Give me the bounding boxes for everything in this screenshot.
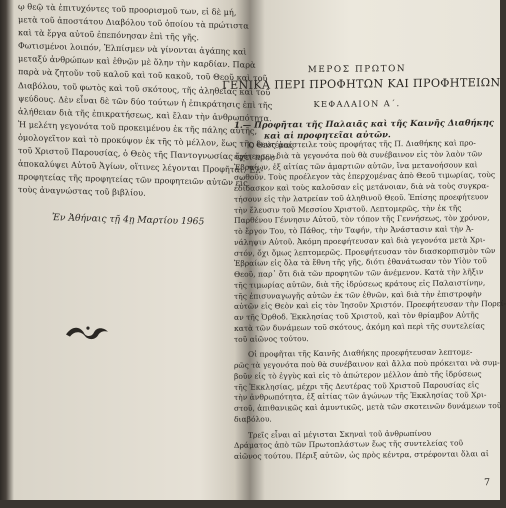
- text-line: Παρθένου Γέννησιν Αὐτοῦ, τὸν τόπον τῆς Γεννήσεως, τὸν χρόνον,: [234, 213, 490, 226]
- text-line: Τρεῖς εἶναι αἱ μέγισται Σκηναὶ τοῦ ἀνθρωπίνου: [248, 428, 432, 440]
- text-line: Φωτισμένοι λοιπόν, Ἐλπίσμεν νὰ γίνονται ἀγάπης καὶ: [18, 40, 247, 57]
- text-line: τῆς ἐπισυναγωγῆς αὐτῶν ἐκ τῶν ἐθνῶν, καὶ διὰ τὴν ἐπιστροφὴν: [234, 288, 482, 301]
- text-line: τὴν ἀνθρωπότητα, ἐξ αἰτίας τῶν ἀγώνων τῆς Ἐκκλησίας τοῦ Χρι-: [234, 390, 487, 403]
- text-line: προφητείας τῆς προφητείας τῶν προφητειῶν αὐτῶν εἰς: [18, 171, 248, 188]
- part-heading: ΜΕΡΟΣ ΠΡΩΤΟΝ: [307, 64, 407, 76]
- text-line: στόν, ὄχι ὅμως λεπτομερῶς. Προεφήτευσαν τὸν διασκορπισμὸν τῶν: [234, 245, 496, 258]
- body-text: [234, 138, 506, 462]
- section-title-line: 1.— Προφῆται τῆς Παλαιᾶς καὶ τῆς Καινῆς Διαθήκης: [234, 117, 495, 130]
- text-line: νάληψιν Αὐτοῦ. Ἀκόμη προεφήτευσαν καὶ διὰ γεγονότα μετὰ Χρι-: [234, 234, 486, 247]
- chapter-heading: ΚΕΦΑΛΑΙΟΝ Α΄.: [313, 98, 401, 110]
- text-line: τοῦ Χριστοῦ Παρουσίας, ὁ Θεὸς τῆς Παντογνωσίας ἔχει προσ-: [18, 145, 279, 163]
- text-line: ρῶς τὰ γεγονότα ποὺ θὰ συνέβαινον καὶ ἄλλα ποὺ πρόκειται νὰ συμ-: [234, 358, 500, 370]
- text-line: Δράματος ἀπὸ τῶν Πρωτοπλάστων ἕως τῆς συντελείας τοῦ: [234, 438, 464, 451]
- text-line: ἀλήθειαν διὰ τῆς ἐπικρατήσεως, καὶ ἔλαν τὴν ἀνθρωπότητα.: [18, 105, 272, 124]
- text-line: τοὺς ἀναγνώστας τοῦ βιβλίου.: [18, 184, 146, 199]
- text-line: καὶ τὰ ἔργα αὐτοῦ ἐπεπόνησαν ἐπὶ τῆς γῆς.: [18, 27, 200, 43]
- text-line: στοῦ, ἀπιθανικῶς καὶ ἀμυντικῶς, μετὰ τῶν σκοτεινῶν δυνάμεων τοῦ: [234, 401, 502, 413]
- text-line: ὁμολογεῖτον καὶ τὸ προκύψον ἐκ τῆς τὸ μέλλον, ἕως τῆς δευτέρας: [18, 132, 294, 150]
- text-line: τῆς τιμωρίας αὐτῶν, διὰ τῆς ἱδρύσεως κράτους εἰς Παλαιστίνην,: [234, 277, 486, 290]
- text-line: μετὰ τοῦ ἀποστάτου Διαβόλου τοῦ ὁποίου τὰ πρώτιστα: [18, 14, 249, 31]
- main-title: ΓΕΝΙΚΑ ΠΕΡΙ ΠΡΟΦΗΤΩΝ ΚΑΙ ΠΡΟΦΗΤΕΙΩΝ: [222, 76, 501, 92]
- text-line: αν τῆς Ὀρθοδ. Ἐκκλησίας τοῦ Χριστοῦ, καὶ τὸν θρίαμβον Αὐτῆς: [234, 310, 479, 322]
- text-line: Θεοῦ, παρ᾽ ὅτι διὰ τῶν προφητῶν τῶν ἀνέμενον. Κατὰ τὴν λῆξιν: [234, 267, 484, 279]
- text-line: τοῦ αἰῶνος τούτου.: [234, 333, 309, 344]
- text-line: αὐτῶν εἰς Θεὸν καὶ εἰς τὸν Ἰησοῦν Χριστόν. Προεφήτευσαν τὴν Πορεί-: [234, 299, 506, 312]
- text-line: βοῦν εἰς τὸ ἐγγὺς καὶ εἰς τὸ ἀπώτερον μέλλον ἀπὸ τῆς ἱδρύσεως: [234, 369, 482, 381]
- text-line: παρὰ νὰ ζητοῦν τοῦ καλοῦ καὶ τοῦ κακοῦ, τοῦ Θεοῦ καὶ τοῦ: [18, 66, 268, 84]
- text-line: μεταξύ ἀνθρώπων καὶ ἐθνῶν μὲ ὅλην τὴν καρδίαν. Παρὰ: [18, 53, 256, 71]
- text-line: ψεύδους. Δὲν εἶναι δὲ τῶν δύο τούτων ἡ ἐπικράτησις ἐπὶ τῆς: [18, 92, 273, 110]
- text-line: κατὰ τῶν δυνάμεων τοῦ σκότους, ἀκόμη καὶ περὶ τῆς συντελείας: [234, 320, 485, 333]
- text-line: Ἡ μελέτη γεγονότα τοῦ προκειμένου ἐκ τῆς πάλης αὐτῆς,: [18, 119, 258, 136]
- text-line: σωθοῦν. Τοὺς προέλεγον τὰς ἐπερχομένας ἀπὸ Θεοῦ τιμωρίας, τοὺς: [234, 170, 496, 183]
- text-line: ῳ θεῷ τὰ ἐπιτυχόντες τοῦ προορισμοῦ των, εἰ δὲ μή,: [18, 1, 237, 18]
- text-line: Ἑβραίων εἰς ὅλα τὰ ἔθνη τῆς γῆς, διότι ἐθανάτωσαν τὸν Υἱὸν τοῦ: [234, 256, 487, 269]
- right-page: [222, 0, 506, 500]
- text-line: διαβόλου.: [234, 414, 272, 424]
- section-title-line: καὶ αἱ προφητεῖαι αὐτῶν.: [264, 129, 391, 141]
- page-number: 7: [484, 477, 491, 489]
- ornament-icon: [64, 321, 112, 342]
- text-line: τὴν ἔλευσιν τοῦ Μεσσίου Χριστοῦ. Λεπτομερῶς, τὴν ἐκ τῆς: [234, 202, 462, 215]
- text-line: Ἑβραίων, ἐξ αἰτίας τῶν ἁμαρτιῶν αὐτῶν, ἵνα μετανοήσουν καὶ: [234, 159, 478, 172]
- text-line: Οἱ προφῆται τῆς Καινῆς Διαθήκης προεφήτευσαν λεπτομε-: [248, 347, 473, 359]
- left-page-text: [18, 0, 294, 202]
- text-line: αἰῶνος τούτου. Πέριξ αὐτῶν, ὡς πρὸς κέντρα, στρέφονται ὅλαι αἱ: [234, 449, 489, 461]
- text-line: τῆς Ἐκκλησίας, μέχρι τῆς Δευτέρας τοῦ Χριστοῦ Παρουσίας εἰς: [234, 379, 479, 392]
- text-line: τὸ ἔργον Του, τὸ Πάθος, τὴν Ταφήν, τὴν Ἀνάστασιν καὶ τὴν Ἀ-: [234, 224, 474, 236]
- text-line: Ὁ Θεὸς ἀπέστειλε τοὺς προφήτας τῆς Π. Διαθήκης καὶ προ-: [248, 138, 476, 150]
- text-line: ἐδίδασκον καὶ τοὺς καλοῦσαν εἰς μετάνοιαν, διὰ νὰ τοὺς συγκρα-: [234, 181, 489, 193]
- signature-date: Ἐν Ἀθήναις τῇ 4ῃ Μαρτίου 1965: [52, 212, 205, 228]
- text-line: τήσουν εἰς τὴν λατρείαν τοῦ ἀληθινοῦ Θεοῦ. Ἐπίσης προεφήτευον: [234, 191, 489, 204]
- text-line: ἀποκαλύψει Αὐτοῦ Ἁγίων, οἵτινες λέγονται Προφῆται. Ἐλ-: [18, 158, 264, 176]
- text-line: Διαβόλου, τοῦ φωτὸς καὶ τοῦ σκότους, τῆς ἀληθείας καὶ τοῦ: [18, 79, 271, 97]
- text-line: εφήτευσεν διὰ τὰ γεγονότα ποὺ θὰ συνέβαινον εἰς τὸν λαὸν τῶν: [234, 149, 483, 161]
